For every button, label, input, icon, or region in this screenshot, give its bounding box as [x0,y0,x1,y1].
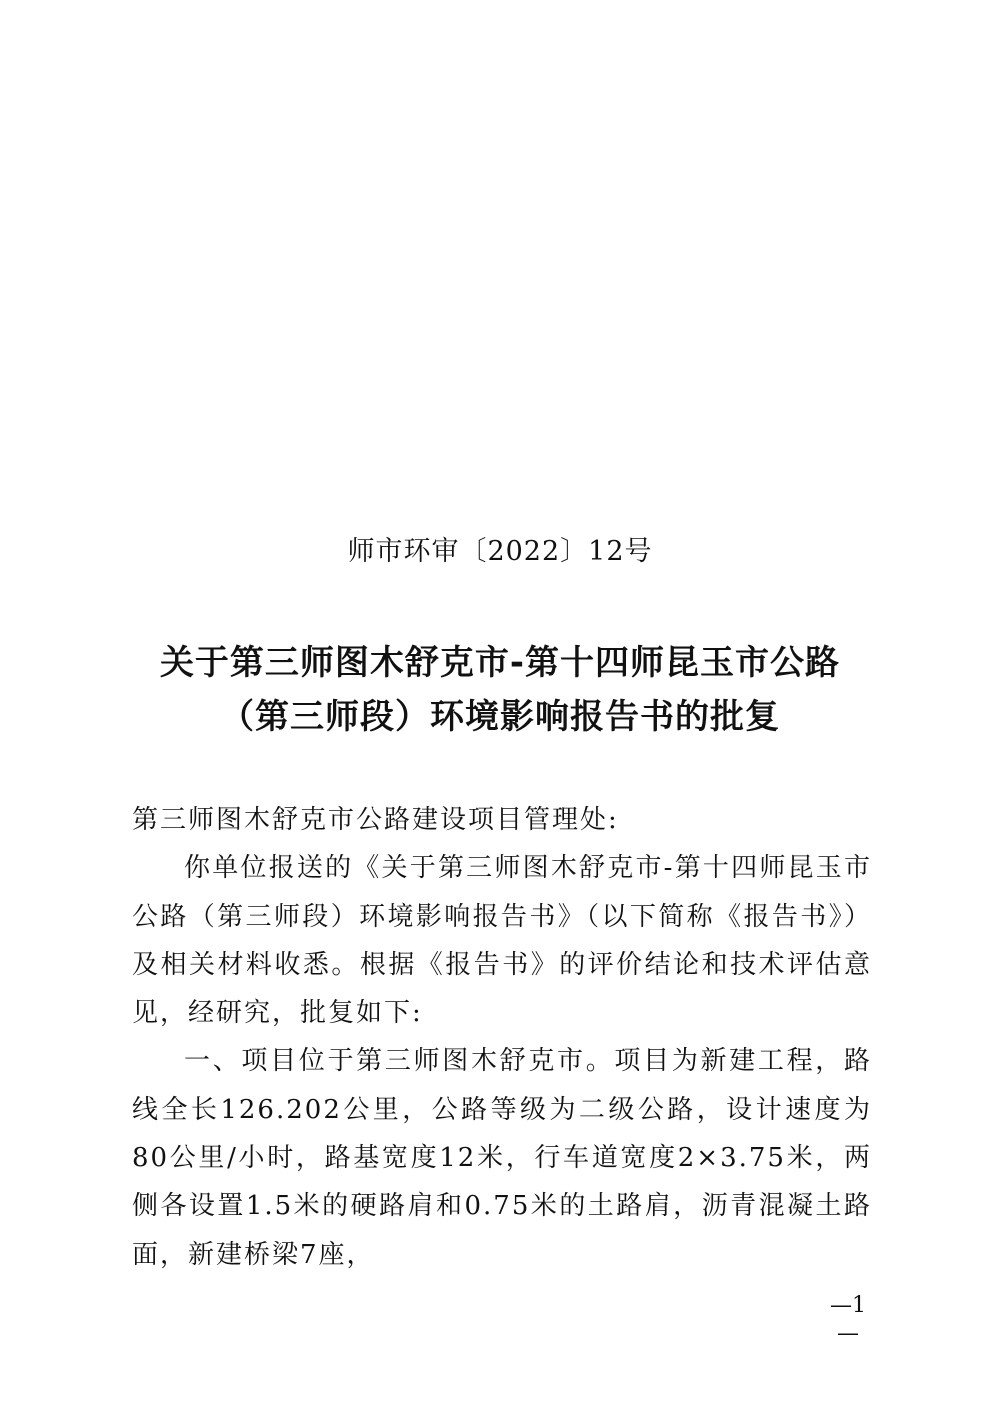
document-body [132,796,872,1279]
paragraph: 一、项目位于第三师图木舒克市。项目为新建工程，路线全长126.202公里，公路等级为二级公路，设计速度为80公里/小时，路基宽度12米，行车道宽度2×3.75米，两侧各设置1.5米的硬路肩和0.75米的土路肩，沥青混凝土路面，新建桥梁7座， [132,1046,872,1270]
page-number: —1— [830,1293,866,1346]
title-line-1: 关于第三师图木舒克市-第十四师昆玉市公路 [159,643,841,683]
addressee: 第三师图木舒克市公路建设项目管理处: [132,805,619,835]
document-number: 师市环审〔2022〕12号 [347,536,653,567]
title-line-2: （第三师段）环境影响报告书的批复 [220,697,780,737]
document-title [0,636,1000,744]
paragraph: 你单位报送的《关于第三师图木舒克市-第十四师昆玉市公路（第三师段）环境影响报告书》（以下简称《报告书》）及相关材料收悉。根据《报告书》的评价结论和技术评估意见，经研究，批复如下: [132,853,872,1029]
